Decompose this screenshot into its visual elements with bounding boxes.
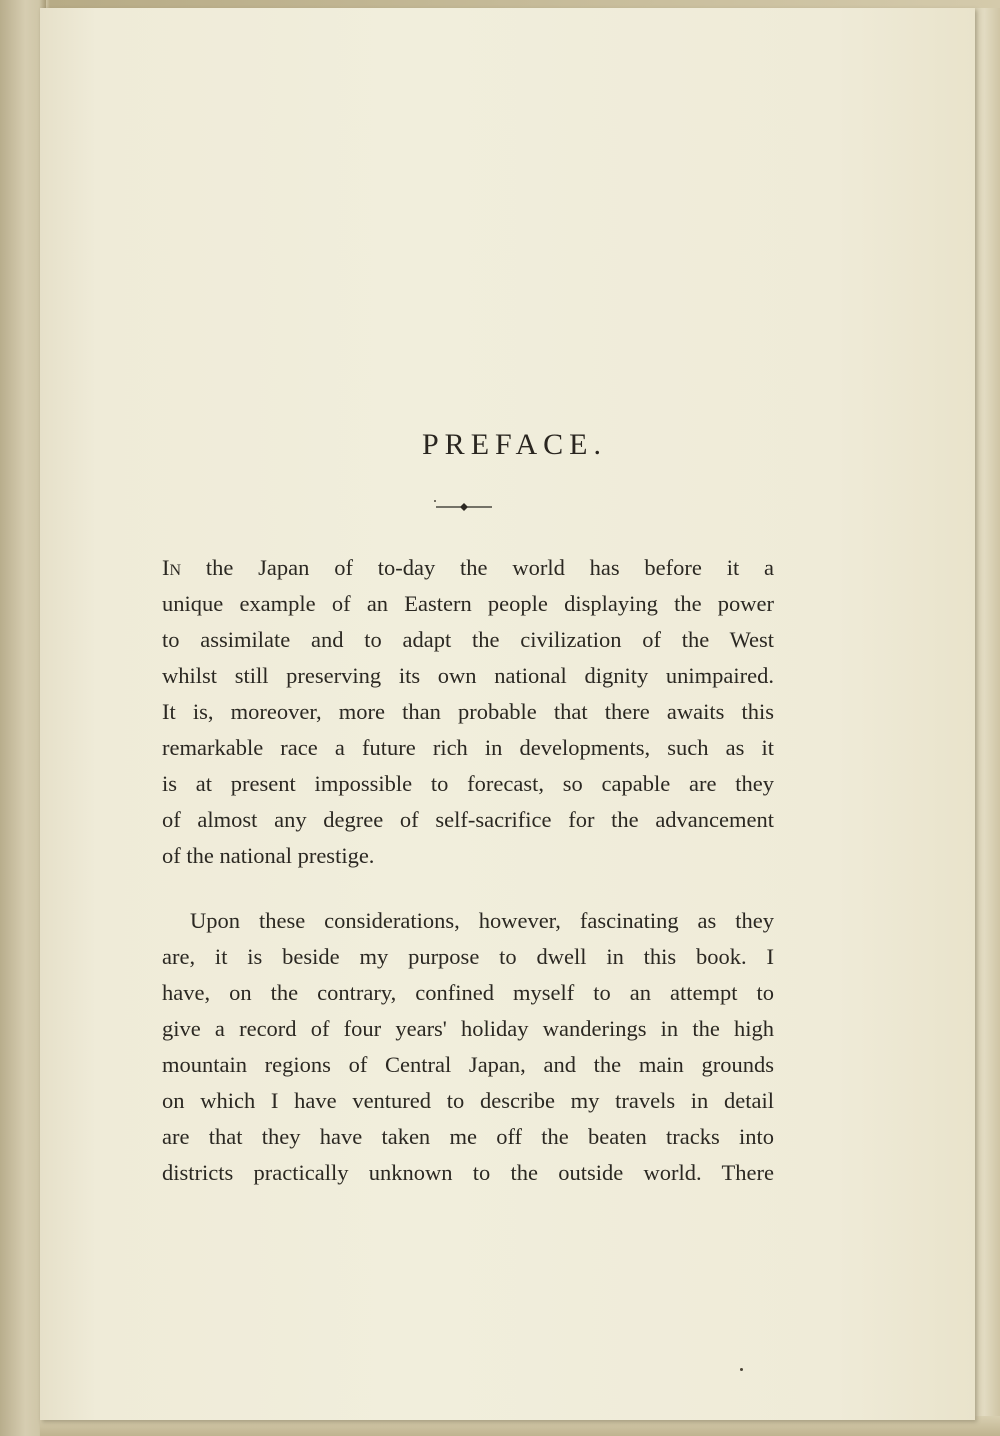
- paragraph-line: are, it is beside my purpose to dwell in this book. I: [162, 944, 774, 969]
- title-ornament: [434, 501, 494, 513]
- paragraph-line: Upon these considerations, however, fascinating as they: [190, 908, 774, 933]
- paragraph-2: [162, 903, 774, 1191]
- page-title: PREFACE.: [422, 428, 607, 461]
- drop-word: In: [162, 555, 182, 580]
- paragraph-line: to assimilate and to adapt the civilization of the West: [162, 627, 774, 652]
- paragraph-line: have, on the contrary, confined myself to an attempt to: [162, 980, 774, 1005]
- paragraph-line: are that they have taken me off the beaten tracks into: [162, 1124, 774, 1149]
- paragraph-line: of almost any degree of self-sacrifice for the advancement: [162, 807, 774, 832]
- paragraph-line: is at present impossible to forecast, so capable are they: [162, 771, 774, 796]
- paragraph-line: mountain regions of Central Japan, and the main grounds: [162, 1052, 774, 1077]
- paragraph-line: on which I have ventured to describe my travels in detail: [162, 1088, 774, 1113]
- paragraph-line: It is, moreover, more than probable that there awaits this: [162, 699, 774, 724]
- line-rest: the Japan of to-day the world has before it a: [181, 555, 774, 580]
- paragraph-line: whilst still preserving its own national dignity unimpaired.: [162, 663, 774, 688]
- paragraph-line: districts practically unknown to the outside world. There: [162, 1160, 774, 1185]
- paragraph-1: [162, 550, 774, 874]
- paper-speck: [740, 1368, 743, 1371]
- page-fore-edge: [974, 8, 1000, 1420]
- preface-text: [162, 550, 774, 1191]
- paragraph-line: unique example of an Eastern people displaying the power: [162, 591, 774, 616]
- paper-speck: [434, 500, 436, 502]
- paragraph-line: [162, 550, 774, 586]
- paragraph-line: of the national prestige.: [162, 843, 375, 868]
- paragraph-line: give a record of four years' holiday wanderings in the high: [162, 1016, 774, 1041]
- book-page: [40, 8, 975, 1420]
- paragraph-line: remarkable race a future rich in developments, such as it: [162, 735, 774, 760]
